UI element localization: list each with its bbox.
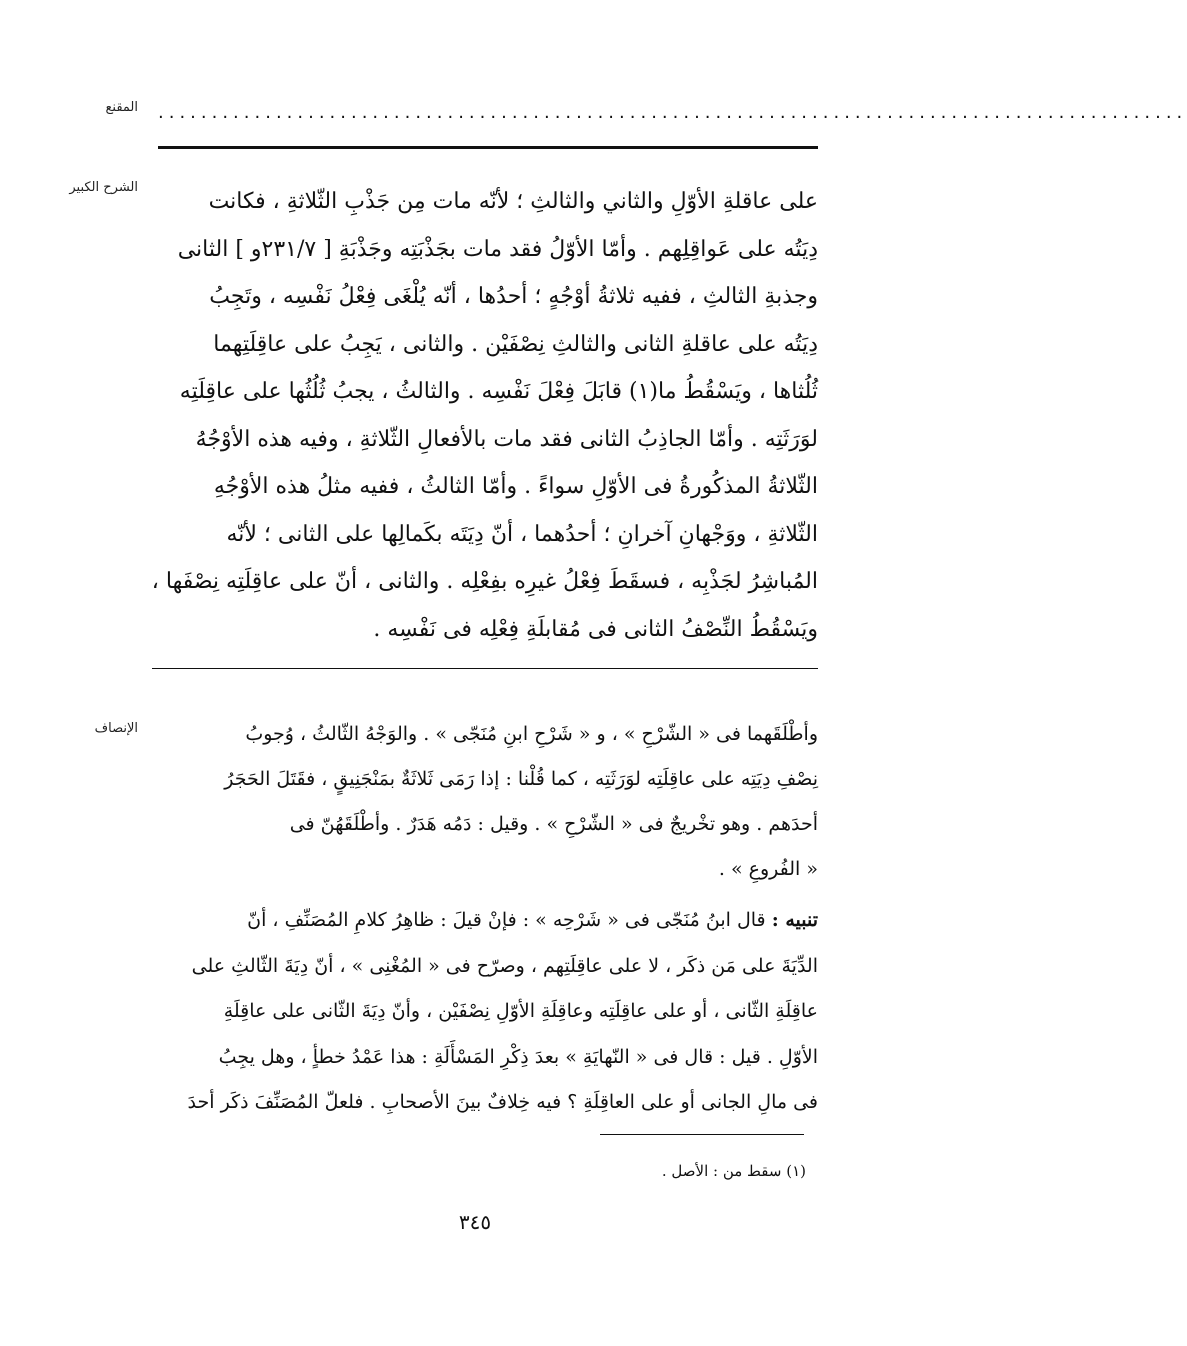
running-title: المقنع [105, 100, 138, 115]
insaf-label: الإنصاف [94, 721, 138, 736]
text-line: الثّلاثةِ ، ووَجْهانِ آخرانِ ؛ أحدُهما ، أنّ دِيَتَه بكَمالِها على الثانى ؛ لأنّه [226, 521, 818, 547]
text-line: دِيَتُه على عَواقِلِهم . وأمّا الأوّلُ فقد مات بجَذْبَتِه وجَذْبَةِ [ ٢٣١/٧و ] الثانى [177, 236, 818, 262]
insaf-text [152, 712, 818, 892]
text-line: « الفُروعِ » . [718, 858, 818, 880]
header-rule [158, 146, 818, 149]
footnote-rule [600, 1134, 804, 1135]
text-line: عاقِلَةِ الثّانى ، أو على عاقِلَتِه وعاقِلَةِ الأوّلِ نِصْفَيْن ، وأنّ دِيَةَ الثّانى على عاقِلَةِ [223, 1000, 818, 1022]
text-line: المُباشِرُ لجَذْبِه ، فسقَطَ فِعْلُ غيرِه بفِعْلِه . والثانى ، أنّ على عاقِلَتِه نِصْفَها ، [151, 569, 818, 594]
text-line: أحدَهم . وهو تخْريجٌ فى « الشّرْحِ » . وقيل : دَمُه هَدَرٌ . وأطْلَقَهُنّ فى [289, 813, 818, 835]
text-line: وأطْلَقَهما فى « الشّرْحِ » ، و « شَرْحِ ابنِ مُنَجّى » . والوَجْهُ الثّالثُ ، وُجوبُ [245, 723, 818, 745]
text-line: الأوّلِ . قيل : قال فى « النّهايَةِ » بعدَ ذِكْرِ المَسْأَلَةِ : هذا عَمْدُ خطأٍ ، وهل يجِبُ [218, 1045, 818, 1068]
leader-dots: ................................................................................................ [158, 102, 1187, 123]
text-line: الثّلاثةُ المذكُورةُ فى الأوّلِ سواءً . وأمّا الثالثُ ، ففيه مثلُ هذه الأوْجُهِ [213, 474, 818, 499]
sharh-kabir-text [152, 178, 818, 653]
tanbih-lead: تنبيه : [771, 909, 818, 931]
tanbih-paragraph [152, 898, 818, 1126]
text-line: دِيَتُه على عاقلةِ الثانى والثالثِ نِصْفَيْن . والثانى ، يَجِبُ على عاقِلَتِهما [213, 331, 818, 357]
tanbih-first-line-text: قال ابنُ مُنَجّى فى « شَرْحِه » : فإنْ قيلَ : ظاهِرُ كلامِ المُصَنِّفِ ، أنّ [247, 909, 772, 931]
sharh-kabir-label: الشرح الكبير [69, 180, 138, 195]
text-line: الدِّيَةَ على مَن ذكَر ، لا على عاقِلَتِهم ، وصرّح فى « المُغْنِى » ، أنّ دِيَةَ الثّالثِ على [191, 954, 818, 977]
page-number: ٣٤٥ [458, 1210, 492, 1234]
text-line: لوَرَثَتِه . وأمّا الجاذِبُ الثانى فقد مات بالأفعالِ الثّلاثةِ ، وفيه هذه الأوْجُهُ [195, 426, 818, 452]
text-line: نِصْفِ دِيَتِه على عاقِلَتِه لوَرَثَتِه ، كما قُلْنا : إذا رَمَى ثَلاثَةٌ بمَنْجَنِيقٍ ، فقَتَلَ الحَجَرُ [224, 768, 818, 790]
footnote: (١) سقط من : الأصل . [661, 1162, 806, 1180]
text-line: فى مالِ الجانى أو على العاقِلَةِ ؟ فيه خِلافٌ بينَ الأصحابِ . فلعلّ المُصَنِّفَ ذكَر أحدَ [187, 1091, 818, 1113]
tanbih-first-line [152, 898, 818, 944]
section-divider [152, 668, 818, 669]
text-line: ويَسْقُطُ النِّصْفُ الثانى فى مُقابلَةِ فِعْلِه فى نَفْسِه . [373, 616, 818, 642]
text-line: وجذبةِ الثالثِ ، ففيه ثلاثةُ أوْجُهٍ ؛ أحدُها ، أنّه يُلْغَى فِعْلُ نَفْسِه ، وتَجِبُ [209, 284, 818, 309]
text-line: ثُلُثاها ، ويَسْقُطُ ما(١) قابَلَ فِعْلَ نَفْسِه . والثالثُ ، يجبُ ثُلُثُها على عاقِلَتِه [179, 379, 818, 404]
text-line: على عاقلةِ الأوّلِ والثاني والثالثِ ؛ لأنّه مات مِن جَذْبِ الثّلاثةِ ، فكانت [208, 189, 818, 214]
